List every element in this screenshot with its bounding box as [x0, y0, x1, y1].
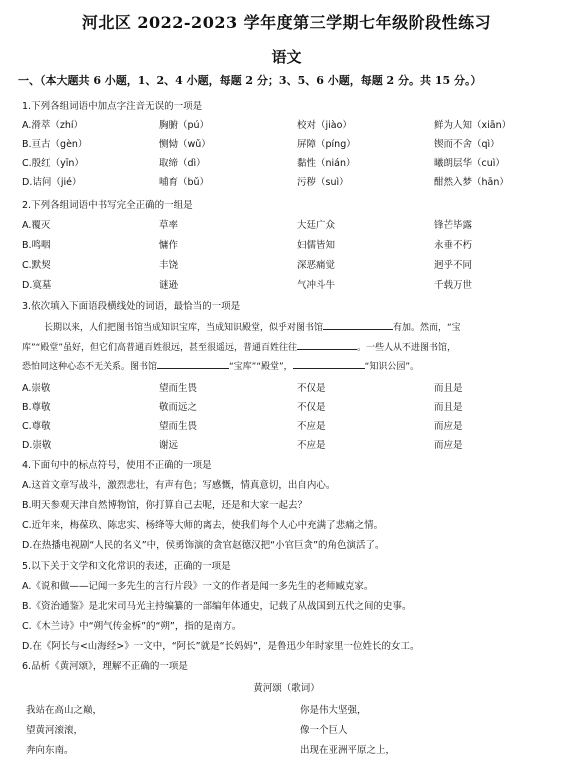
option-cell: D.诘问（jié） — [22, 177, 82, 188]
question-3-stem: 3.依次填入下面语段横线处的词语，最恰当的一项是 — [22, 301, 241, 312]
option-cell: 而且是 — [434, 383, 463, 394]
poem-line-left: 望黄河滚滚， — [26, 725, 84, 736]
option-cell: 草率 — [159, 220, 179, 231]
poem-line-right: 像一个巨人 — [300, 725, 348, 736]
question-4-stem: 4.下面句中的标点符号，使用不正确的一项是 — [22, 460, 212, 471]
question-5-option-d: D.在《阿长与<山海经>》一文中，“阿长”就是“长妈妈”，是鲁迅少年时家里一位姓长的女工。 — [22, 641, 420, 652]
option-cell: 千载万世 — [434, 280, 473, 291]
fill-blank — [293, 359, 365, 369]
option-cell: D.寞墓 — [22, 280, 52, 291]
question-2-row-a — [22, 217, 562, 231]
option-cell: D.崇敬 — [22, 440, 52, 451]
option-cell: 妇儒皆知 — [297, 240, 336, 251]
question-4-option-a: A.这首文章写战斗，激烈悲壮，有声有色；写感慨，情真意切，出自内心。 — [22, 480, 336, 491]
question-2-row-c — [22, 257, 562, 271]
option-cell: 深恶痛觉 — [297, 260, 336, 271]
question-1-row-d — [22, 174, 562, 188]
option-cell: 不仅是 — [297, 383, 326, 394]
option-cell: 哺育（bǔ） — [159, 177, 210, 188]
question-1-row-a — [22, 117, 562, 131]
poem-line-right: 出现在亚洲平原之上， — [300, 745, 396, 756]
question-5-option-a: A.《说和做——记闻一多先生的言行片段》一文的作者是闻一多先生的老师臧克家。 — [22, 581, 374, 592]
option-cell: 胸腑（pú） — [159, 120, 210, 131]
passage-text: 恐怕同这种心态不无关系。图书馆 — [22, 362, 158, 372]
option-cell: 屏障（píng） — [297, 139, 356, 150]
option-cell: 大廷广众 — [297, 220, 336, 231]
option-cell: C.默契 — [22, 260, 51, 271]
option-cell: 气冲斗牛 — [297, 280, 336, 291]
question-3-row-c — [22, 418, 562, 432]
question-6-stem: 6.品析《黄河颂》，理解不正确的一项是 — [22, 661, 188, 672]
option-cell: 望而生畏 — [159, 383, 198, 394]
option-cell: B.鸣咽 — [22, 240, 51, 251]
option-cell: 锋芒毕露 — [434, 220, 473, 231]
option-cell: 丰饶 — [159, 260, 179, 271]
option-cell: C.尊敬 — [22, 421, 51, 432]
fill-blank — [157, 359, 229, 369]
option-cell: 校对（jiào） — [297, 120, 352, 131]
question-2-row-b — [22, 237, 562, 251]
option-cell: B.亘古（gèn） — [22, 139, 88, 150]
option-cell: 谜逊 — [159, 280, 179, 291]
passage-text: 库”“殿堂”虽好，但它们高普通百姓很远，甚至很遥远，普通百姓往往 — [22, 343, 297, 353]
option-cell: 取缔（dì） — [159, 158, 206, 169]
option-cell: C.殷红（yīn） — [22, 158, 84, 169]
option-cell: A.崇敬 — [22, 383, 51, 394]
poem-line-right: 你是伟大坚强， — [300, 705, 367, 716]
fill-blank — [323, 320, 393, 330]
option-cell: 而应是 — [434, 421, 463, 432]
passage-text: “宝库”“殿堂”， — [229, 362, 293, 372]
fill-blank — [297, 340, 357, 350]
option-cell: A.滑萃（zhí） — [22, 120, 83, 131]
question-1-stem: 1.下列各组词语中加点字注音无误的一项是 — [22, 101, 203, 112]
question-2-row-d — [22, 277, 562, 291]
poem-line-left: 我站在高山之巅， — [26, 705, 103, 716]
question-5-option-b: B.《资治通鉴》是北宋司马光主持编纂的一部编年体通史，记载了从战国到五代之间的史事。 — [22, 601, 412, 612]
option-cell: 不仅是 — [297, 402, 326, 413]
option-cell: 望而生畏 — [159, 421, 198, 432]
option-cell: 恻恸（wǔ） — [159, 139, 211, 150]
option-cell: 谢远 — [159, 440, 179, 451]
subject-title: 语文 — [271, 48, 302, 66]
passage-text: 长期以来，人们把图书馆当成知识宝库，当成知识殿堂，似乎对图书馆 — [44, 323, 324, 333]
option-cell: 鲜为人知（xiān） — [434, 120, 512, 131]
option-cell: 而且是 — [434, 402, 463, 413]
option-cell: 曦朗层华（cuì） — [434, 158, 505, 169]
option-cell: 慵作 — [159, 240, 179, 251]
option-cell: 污秽（suì） — [297, 177, 349, 188]
option-cell: B.尊敬 — [22, 402, 51, 413]
option-cell: 不应是 — [297, 421, 326, 432]
passage-line — [22, 359, 419, 372]
option-cell: 迥乎不同 — [434, 260, 473, 271]
option-cell: 酣然入梦（hān） — [434, 177, 509, 188]
option-cell: 锲而不舍（qì） — [434, 139, 500, 150]
question-5-stem: 5.以下关于文学和文化常识的表述，正确的一项是 — [22, 561, 231, 572]
question-2-stem: 2.下列各组词语中书写完全正确的一组是 — [22, 200, 193, 211]
poem-line-left: 奔向东南。 — [26, 745, 74, 756]
passage-line — [22, 340, 456, 353]
question-3-row-b — [22, 399, 562, 413]
option-cell: 敬而远之 — [159, 402, 198, 413]
option-cell: 而应是 — [434, 440, 463, 451]
exam-title: 河北区 2022-2023 学年度第三学期七年级阶段性练习 — [81, 13, 492, 32]
question-4-option-b: B.明天参观天津自然博物馆，你打算自己去呢，还是和大家一起去？ — [22, 500, 308, 511]
passage-text: 。一些人从不进图书馆， — [357, 343, 457, 353]
poem-title: 黄河颂（歌词） — [253, 683, 320, 694]
option-cell: 永垂不朽 — [434, 240, 473, 251]
question-1-row-b — [22, 136, 562, 150]
option-cell: 黏性（nián） — [297, 158, 356, 169]
question-3-row-a — [22, 380, 562, 394]
question-5-option-c: C.《木兰诗》中“朔气传金柝”的“朔”，指的是南方。 — [22, 621, 242, 632]
question-4-option-c: C.近年来，梅葆玖、陈忠实、杨绛等大师的离去，使我们每个人心中充满了悲痛之情。 — [22, 520, 384, 531]
passage-text: 有加。然而，“宝 — [393, 323, 461, 333]
question-4-option-d: D.在热播电视剧“人民的名义”中，侯勇饰演的贪官赵德汉把“小官巨贪”的角色演活了。 — [22, 540, 385, 551]
passage-text: “知识公园”。 — [364, 362, 419, 372]
section-heading: 一、（本大题共 6 小题，1、2、4 小题，每题 2 分；3、5、6 小题，每题 2 分。共 15 分。） — [18, 74, 482, 87]
passage-line — [44, 320, 461, 333]
option-cell: 不应是 — [297, 440, 326, 451]
question-1-row-c — [22, 155, 562, 169]
option-cell: A.覆灭 — [22, 220, 51, 231]
question-3-row-d — [22, 437, 562, 451]
